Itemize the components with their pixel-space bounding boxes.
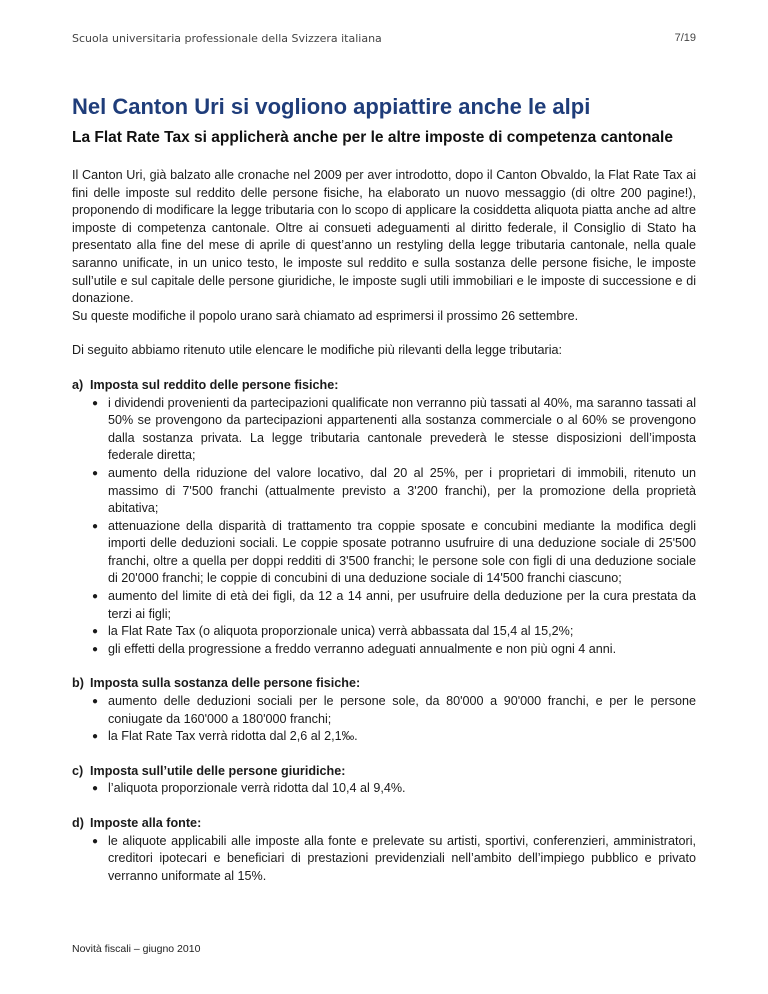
section-label: c) [72, 763, 84, 778]
list-item: ● gli effetti della progressione a freddo verranno adeguati annualmente e non più ogni 4 anni. [90, 641, 696, 659]
section-label: d) [72, 816, 84, 830]
page-number: 7/19 [674, 32, 696, 44]
section-b [72, 675, 696, 745]
section-title: c) Imposta sull’utile delle persone giuridiche: [72, 763, 696, 781]
bullet-icon: ● [92, 731, 99, 743]
article-title: Nel Canton Uri si vogliono appiattire anche le alpi [72, 94, 591, 119]
section-d [72, 815, 696, 885]
list-item: ● le aliquote applicabili alle imposte alla fonte e prelevate su artisti, sportivi, conferenzieri, amministratori, creditori ipotecari e beneficiari di prestazioni previdenziali nell’ambito dell’impiego pubblico e privato verranno uniformate al 15%. [92, 833, 696, 883]
list-item: ● attenuazione della disparità di trattamento tra coppie sposate e concubini mediante la modifica degli importi delle deduzioni sociali. Le coppie sposate potranno usufruire di una deduzione sociale di 25'500 franchi, oltre a quella per doppi redditi di 3'500 franchi; le persone sole con figli di una deduzione sociale di 20'000 franchi; le coppie di concubini di una deduzione sociale di 14'500 franchi ciascuno; [92, 518, 696, 586]
bullet-icon: ● [92, 643, 99, 655]
section-c [72, 763, 696, 798]
section-a [72, 377, 696, 659]
list-item: ● aumento della riduzione del valore locativo, dal 20 al 25%, per i proprietari di immobili, ritenuto un massimo di 7'500 franchi (attualmente previsto a 3'200 franchi), per la promozione della proprietà abitativa; [92, 465, 696, 516]
bullet-icon: ● [92, 591, 99, 603]
bullet-list [72, 693, 696, 746]
section-title: a) Imposta sul reddito delle persone fisiche: [72, 377, 696, 395]
list-item: ● l’aliquota proporzionale verrà ridotta dal 10,4 al 9,4%. [90, 780, 696, 798]
list-item: ● aumento delle deduzioni sociali per le persone sole, da 80'000 a 90'000 franchi, e per le persone coniugate da 160'000 a 180'000 franchi; [92, 694, 696, 726]
list-item: ● aumento del limite di età dei figli, da 12 a 14 anni, per usufruire della deduzione per la cura prestata da terzi ai figli; [92, 589, 696, 621]
list-item: ● i dividendi provenienti da partecipazioni qualificate non verranno più tassati al 40%, ma saranno tassati al 50% se provengono da partecipazioni appartenenti alla sostanza commerciale o al 60% se provengono dalla sostanza privata. La legge tributaria cantonale prevederà le stesse disposizioni dell’imposta federale diretta; [92, 395, 696, 463]
page-header [72, 32, 696, 50]
section-title: d) Imposte alla fonte: [72, 815, 696, 833]
section-label: a) [72, 377, 84, 392]
bullet-list [72, 395, 696, 659]
list-intro-paragraph: Di seguito abbiamo ritenuto utile elencare le modifiche più rilevanti della legge tributaria: [72, 343, 563, 358]
article-subtitle: La Flat Rate Tax si applicherà anche per le altre imposte di competenza cantonale [72, 129, 673, 146]
bullet-icon: ● [92, 520, 99, 532]
section-label: b) [72, 676, 84, 691]
bullet-icon: ● [92, 626, 99, 638]
bullet-icon: ● [92, 696, 99, 708]
list-item: ● la Flat Rate Tax verrà ridotta dal 2,6 al 2,1‰. [90, 728, 696, 746]
page-footer: Novità fiscali – giugno 2010 [72, 943, 201, 955]
bullet-icon: ● [92, 467, 99, 479]
bullet-icon: ● [92, 397, 99, 409]
bullet-icon: ● [92, 783, 99, 795]
intro-paragraph: Il Canton Uri, già balzato alle cronache nel 2009 per aver introdotto, dopo il Canton Obvaldo, la Flat Rate Tax ai fini delle imposte sul reddito delle persone fisiche, ha elaborato un nuovo messaggio (di oltre 200 pagine!), proponendo di modificare la legge tributaria con lo scopo di applicare la cosiddetta aliquota piatta anche ad altre imposte di competenza cantonale. Oltre ai consueti adeguamenti al diritto federale, il Consiglio di Stato ha presentato alla fine del mese di aprile di quest’anno un restyling della legge tributaria cantonale, nella quale saranno unificate, in un unico testo, le imposte sul reddito e sulla sostanza delle persone fisiche, le imposte sull’utile e sul capitale delle persone giuridiche, le imposte sugli utili immobiliari e le imposte di successione e di donazione. [72, 168, 696, 306]
list-item: ● la Flat Rate Tax (o aliquota proporzionale unica) verrà abbassata dal 15,4 al 15,2%; [90, 623, 696, 641]
institution-name: Scuola universitaria professionale della Svizzera italiana [72, 32, 382, 45]
bullet-list [72, 833, 696, 886]
bullet-icon: ● [92, 835, 99, 847]
vote-paragraph: Su queste modifiche il popolo urano sarà chiamato ad esprimersi il prossimo 26 settembre. [72, 308, 579, 323]
section-title: b) Imposta sulla sostanza delle persone fisiche: [72, 675, 696, 693]
bullet-list [72, 780, 696, 798]
article [72, 94, 696, 885]
